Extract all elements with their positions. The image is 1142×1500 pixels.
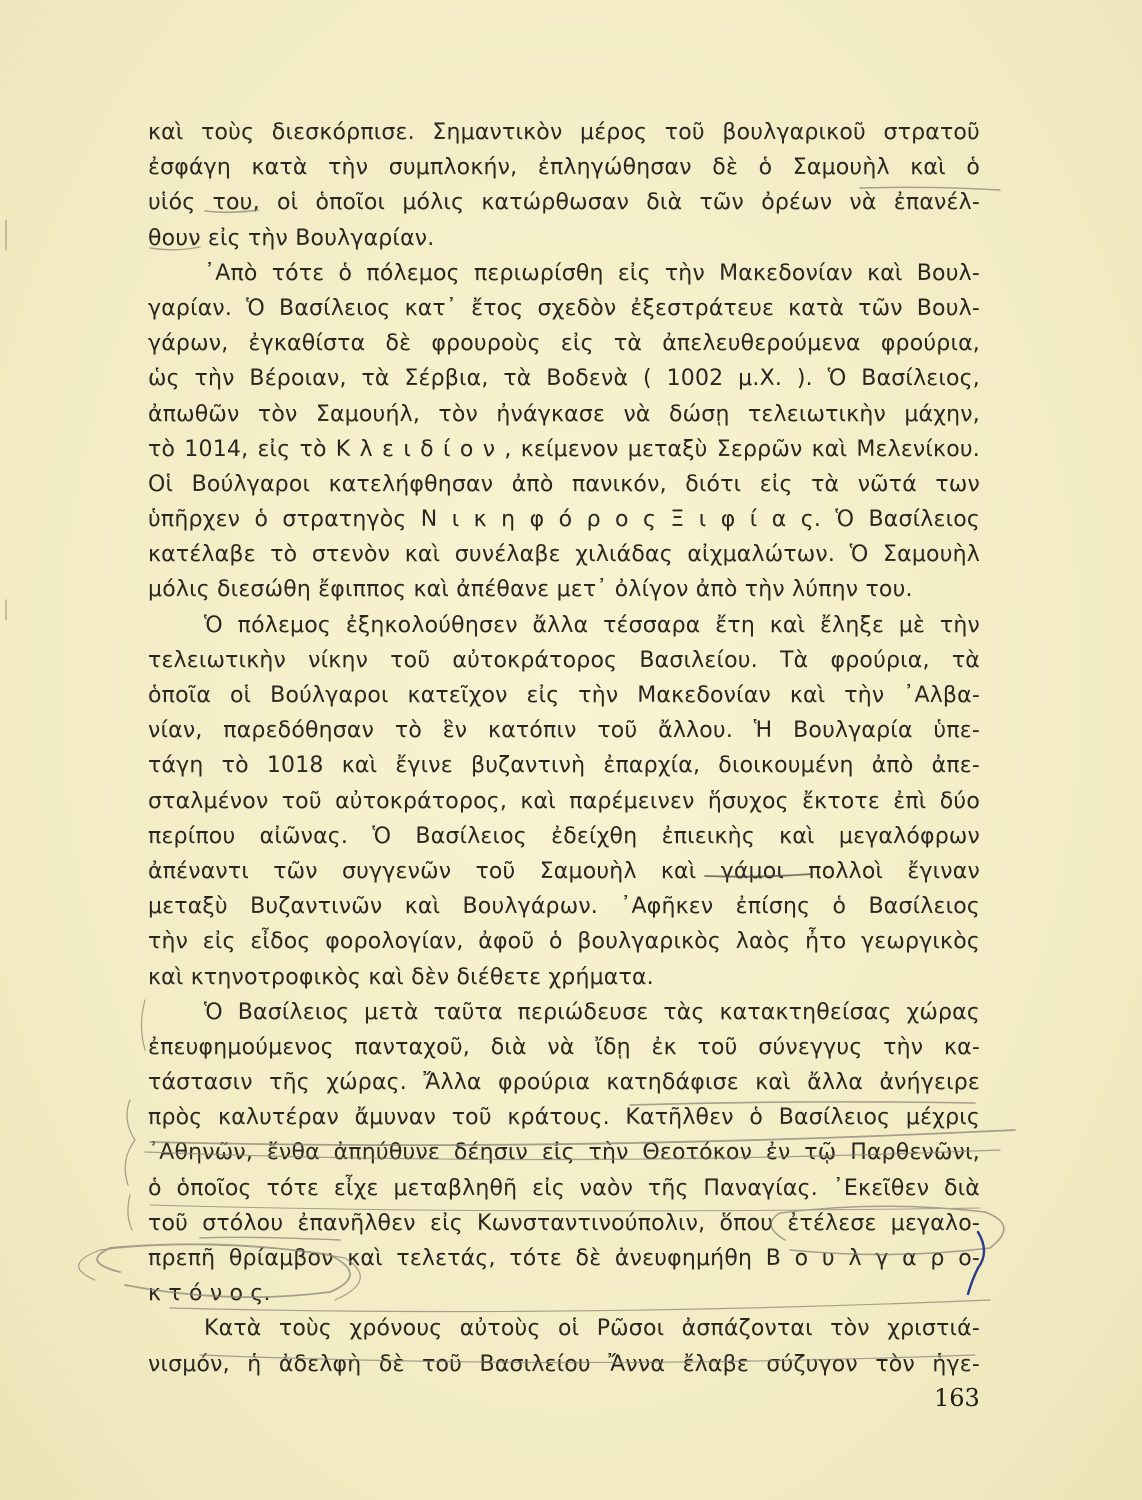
text-line: τὸ 1014, εἰς τὸ Κ λ ε ι δ ί ο ν , κείμενον μεταξὺ Σερρῶν καὶ Μελενίκου. <box>148 436 980 462</box>
paragraph-start-line: ᾿Απὸ τότε ὁ πόλεμος περιωρίσθη εἰς τὴν Μακεδονίαν καὶ Βουλ- <box>204 260 980 286</box>
text-line: κατέλαβε τὸ στενὸν καὶ συνέλαβε χιλιάδας αἰχμαλώτων. Ὁ Σαμουὴλ <box>148 542 980 568</box>
text-line: υἱός του, οἱ ὁποῖοι μόλις κατώρθωσαν διὰ τῶν ὀρέων νὰ ἐπανέλ- <box>148 190 980 216</box>
text-line: τὴν εἰς εἶδος φορολογίαν, ἀφοῦ ὁ βουλγαρικὸς λαὸς ἦτο γεωργικὸς <box>148 929 980 955</box>
paragraph-start-line: Κατὰ τοὺς χρόνους αὐτοὺς οἱ Ρῶσοι ἀσπάζονται τὸν χριστιά- <box>204 1316 980 1342</box>
body-text <box>148 115 980 1382</box>
text-line: ἀπέναντι τῶν συγγενῶν τοῦ Σαμουὴλ καὶ γάμοι πολλοὶ ἔγιναν <box>148 858 980 884</box>
text-line: καὶ κτηνοτροφικὸς καὶ δὲν διέθετε χρήματα. <box>148 964 654 990</box>
text-line: πρὸς καλυτέραν ἄμυναν τοῦ κράτους. Κατῆλθεν ὁ Βασίλειος μέχρις <box>148 1105 980 1131</box>
text-line: θουν εἰς τὴν Βουλγαρίαν. <box>148 225 435 251</box>
text-line: ᾿Αθηνῶν, ἔνθα ἀπηύθυνε δέησιν εἰς τὴν Θεοτόκον ἐν τῷ Παρθενῶνι, <box>148 1140 980 1166</box>
text-line: τάστασιν τῆς χώρας. Ἄλλα φρούρια κατηδάφισε καὶ ἄλλα ἀνήγειρε <box>148 1070 980 1096</box>
text-line: περίπου αἰῶνας. Ὁ Βασίλειος ἐδείχθη ἐπιεικὴς καὶ μεγαλόφρων <box>148 823 980 849</box>
pencil-bracket <box>125 1100 135 1185</box>
text-line: μόλις διεσώθη ἔφιππος καὶ ἀπέθανε μετ᾿ ὀλίγον ἀπὸ τὴν λύπην του. <box>148 577 913 603</box>
text-line: ὁ ὁποῖος τότε εἶχε μεταβληθῆ εἰς ναὸν τῆς Παναγίας. ᾿Εκεῖθεν διὰ <box>148 1175 980 1201</box>
text-line: νίαν, παρεδόθησαν τὸ ἓν κατόπιν τοῦ ἄλλου. Ἡ Βουλγαρία ὑπε- <box>148 718 980 744</box>
text-line: τάγη τὸ 1018 καὶ ἔγινε βυζαντινὴ ἐπαρχία, διοικουμένη ἀπὸ ἀπε- <box>148 753 980 779</box>
pencil-bracket <box>142 1000 146 1050</box>
text-line: γάρων, ἐγκαθίστα δὲ φρουροὺς εἰς τὰ ἀπελευθερούμενα φρούρια, <box>148 331 980 357</box>
text-line: πρεπῆ θρίαμβον καὶ τελετάς, τότε δὲ ἀνευφημήθη Β ο υ λ γ α ρ ο- <box>148 1246 980 1271</box>
text-line: ὑπῆρχεν ὁ στρατηγὸς Ν ι κ η φ ό ρ ο ς Ξ ι φ ί α ς. Ὁ Βασίλειος <box>148 507 980 533</box>
text-line: σταλμένον τοῦ αὐτοκράτορος, καὶ παρέμεινεν ἥσυχος ἔκτοτε ἐπὶ δύο <box>148 788 980 814</box>
paragraph-start-line: Ὁ Βασίλειος μετὰ ταῦτα περιώδευσε τὰς κατακτηθείσας χώρας <box>204 999 980 1025</box>
text-line: μεταξὺ Βυζαντινῶν καὶ Βουλγάρων. ᾿Αφῆκεν ἐπίσης ὁ Βασίλειος <box>148 894 980 920</box>
text-line: νισμόν, ἡ ἀδελφὴ δὲ τοῦ Βασιλείου Ἄννα ἔλαβε σύζυγον τὸν ἡγε- <box>148 1351 980 1377</box>
text-line: ὁποῖα οἱ Βούλγαροι κατεῖχον εἰς τὴν Μακεδονίαν καὶ τὴν ᾿Αλβα- <box>148 683 980 708</box>
page-number: 163 <box>934 1384 980 1412</box>
text-line: κ τ ό ν ο ς. <box>148 1281 271 1307</box>
text-line: ὡς τὴν Βέροιαν, τὰ Σέρβια, τὰ Βοδενὰ ( 1002 μ.Χ. ). Ὁ Βασίλειος, <box>148 366 980 392</box>
text-line: ἀπωθῶν τὸν Σαμουήλ, τὸν ἠνάγκασε νὰ δώσῃ τελειωτικὴν μάχην, <box>148 401 980 427</box>
text-line: Οἱ Βούλγαροι κατελήφθησαν ἀπὸ πανικόν, διότι εἰς τὰ νῶτά των <box>148 471 980 497</box>
pencil-bracket <box>128 1195 132 1230</box>
paragraph-start-line: Ὁ πόλεμος ἐξηκολούθησεν ἄλλα τέσσαρα ἔτη καὶ ἔληξε μὲ τὴν <box>204 612 980 638</box>
text-line: ἐπευφημούμενος πανταχοῦ, διὰ νὰ ἴδῃ ἐκ τοῦ σύνεγγυς τὴν κα- <box>148 1034 980 1060</box>
text-line: καὶ τοὺς διεσκόρπισε. Σημαντικὸν μέρος τοῦ βουλγαρικοῦ στρατοῦ <box>148 120 980 145</box>
text-line: γαρίαν. Ὁ Βασίλειος κατ᾿ ἔτος σχεδὸν ἐξεστράτευε κατὰ τῶν Βουλ- <box>148 295 980 321</box>
text-line: τελειωτικὴν νίκην τοῦ αὐτοκράτορος Βασιλείου. Τὰ φρούρια, τὰ <box>148 647 980 673</box>
text-line: ἐσφάγη κατὰ τὴν συμπλοκήν, ἐπληγώθησαν δὲ ὁ Σαμουὴλ καὶ ὁ <box>148 155 980 181</box>
text-line: τοῦ στόλου ἐπανῆλθεν εἰς Κωνσταντινούπολιν, ὅπου ἐτέλεσε μεγαλο- <box>148 1210 980 1236</box>
